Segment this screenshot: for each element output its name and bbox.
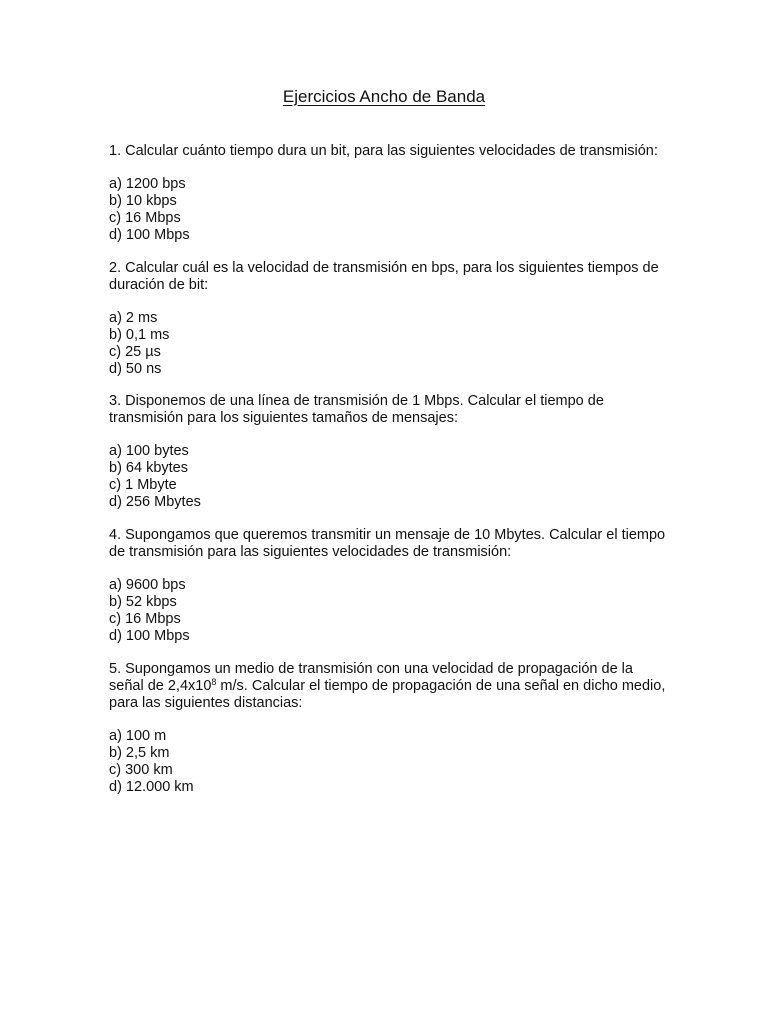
exercise-5-prompt-end: m/s. Calcular el tiempo de propagación de una señal en dicho medio, para las siguientes distancias: — [109, 678, 666, 711]
exercise-5-exponent: 8 — [211, 677, 217, 687]
exercise-list — [109, 143, 669, 796]
exercise-5-option-c: c) 300 km — [109, 762, 173, 778]
exercise-1-options — [109, 176, 669, 244]
exercise-5-options — [109, 728, 669, 796]
exercise-1-option-a: a) 1200 bps — [109, 176, 186, 192]
exercise-3-options — [109, 443, 669, 511]
exercise-4 — [109, 527, 669, 645]
document-title: Ejercicios Ancho de Banda — [282, 87, 486, 106]
exercise-2-option-d: d) 50 ns — [109, 361, 162, 377]
exercise-4-option-d: d) 100 Mbps — [109, 628, 190, 644]
exercise-3 — [109, 393, 669, 511]
exercise-5-option-d: d) 12.000 km — [109, 779, 194, 795]
exercise-4-option-a: a) 9600 bps — [109, 577, 186, 593]
exercise-3-option-b: b) 64 kbytes — [109, 460, 188, 476]
exercise-1-option-d: d) 100 Mbps — [109, 227, 190, 243]
exercise-1-prompt: 1. Calcular cuánto tiempo dura un bit, para las siguientes velocidades de transmisión: — [109, 143, 658, 159]
exercise-5 — [109, 661, 669, 796]
exercise-2-prompt: 2. Calcular cuál es la velocidad de transmisión en bps, para los siguientes tiempos de duración de bit: — [109, 260, 659, 293]
exercise-2-options — [109, 310, 669, 378]
exercise-3-option-c: c) 1 Mbyte — [109, 477, 177, 493]
exercise-5-option-a: a) 100 m — [109, 728, 167, 744]
exercise-3-option-d: d) 256 Mbytes — [109, 494, 201, 510]
exercise-3-prompt: 3. Disponemos de una línea de transmisión de 1 Mbps. Calcular el tiempo de transmisión para los siguientes tamaños de mensajes: — [109, 393, 604, 426]
exercise-2-option-a: a) 2 ms — [109, 310, 158, 326]
exercise-1-option-b: b) 10 kbps — [109, 193, 177, 209]
exercise-2-option-b: b) 0,1 ms — [109, 327, 170, 343]
exercise-3-option-a: a) 100 bytes — [109, 443, 189, 459]
exercise-2 — [109, 260, 669, 378]
exercise-5-prompt-start: 5. Supongamos un medio de transmisión con una velocidad de propagación de la señal de 2,4x10 — [109, 661, 633, 694]
exercise-4-option-c: c) 16 Mbps — [109, 611, 181, 627]
exercise-2-option-c: c) 25 µs — [109, 344, 161, 360]
exercise-5-prompt — [109, 661, 669, 712]
exercise-4-options — [109, 577, 669, 645]
exercise-4-option-b: b) 52 kbps — [109, 594, 177, 610]
exercise-5-option-b: b) 2,5 km — [109, 745, 170, 761]
exercise-1-option-c: c) 16 Mbps — [109, 210, 181, 226]
exercise-4-prompt: 4. Supongamos que queremos transmitir un mensaje de 10 Mbytes. Calcular el tiempo de transmisión para las siguientes velocidades de transmisión: — [109, 527, 666, 560]
exercise-1 — [109, 143, 669, 244]
